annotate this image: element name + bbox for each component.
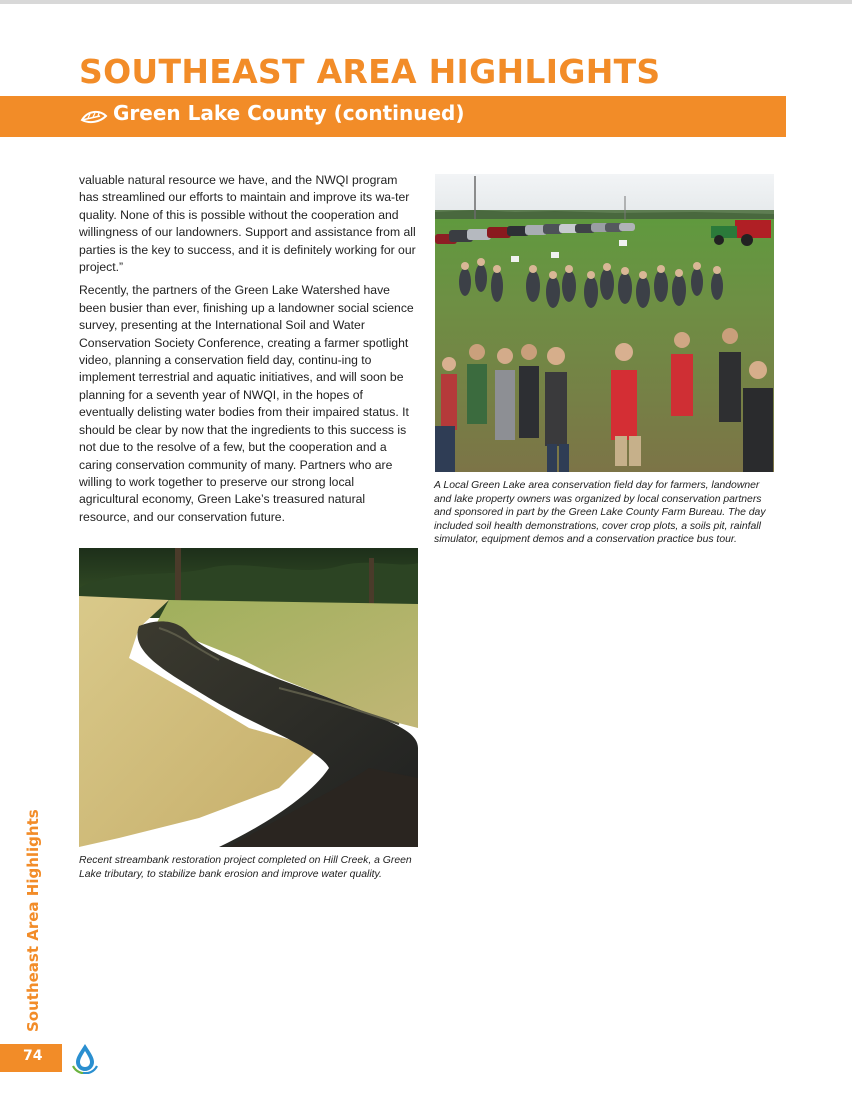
field-day-caption: A Local Green Lake area conservation field day for farmers, landowner and lake property owners was organized by local conservation partners and sponsored in part by the Green Lake County Farm Bureau. The day included soil health demonstrations, cover crop plots, a soils pit, rainfall simulator, equipment demos and a conservation practice bus tour. — [434, 480, 766, 546]
page-number: 74 — [23, 1048, 43, 1064]
streambank-photo — [79, 548, 418, 847]
section-subtitle: Green Lake County (continued) — [113, 101, 465, 125]
section-side-label: Southeast Area Highlights — [24, 809, 42, 1032]
water-drop-icon — [70, 1042, 100, 1074]
streambank-caption: Recent streambank restoration project completed on Hill Creek, a Green Lake tributary, to stabilize bank erosion and improve water quality. — [79, 855, 412, 880]
article-body — [79, 172, 417, 532]
leaf-icon — [80, 106, 108, 128]
page-title: SOUTHEAST AREA HIGHLIGHTS — [79, 52, 661, 91]
top-divider — [0, 0, 852, 4]
field-day-photo — [435, 174, 774, 472]
paragraph: Recently, the partners of the Green Lake Watershed have been busier than ever, finishing up a landowner social science survey, presenting at the International Soil and Water Conservation Society Conference, creating a farmer spotlight video, planning a conservation field day, continu-ing to implement terrestrial and aquatic initiatives, and will soon be planning for a seventh year of NWQI, in the hopes of eventually delisting water bodies from their impaired status. It should be clear by now that the ingredients to this success is not due to the resolve of a few, but the cooperation and a caring conservation community of many. Partners who are willing to work together to preserve our strong local agricultural economy, Green Lake’s treasured natural resource, and our conservation future. — [79, 283, 414, 524]
paragraph: valuable natural resource we have, and the NWQI program has streamlined our efforts to maintain and improve its wa-ter quality. None of this is possible without the cooperation and willingness of our landowners. Support and assistance from all parties is the key to success, and it is definitely working for our project.” — [79, 173, 416, 275]
